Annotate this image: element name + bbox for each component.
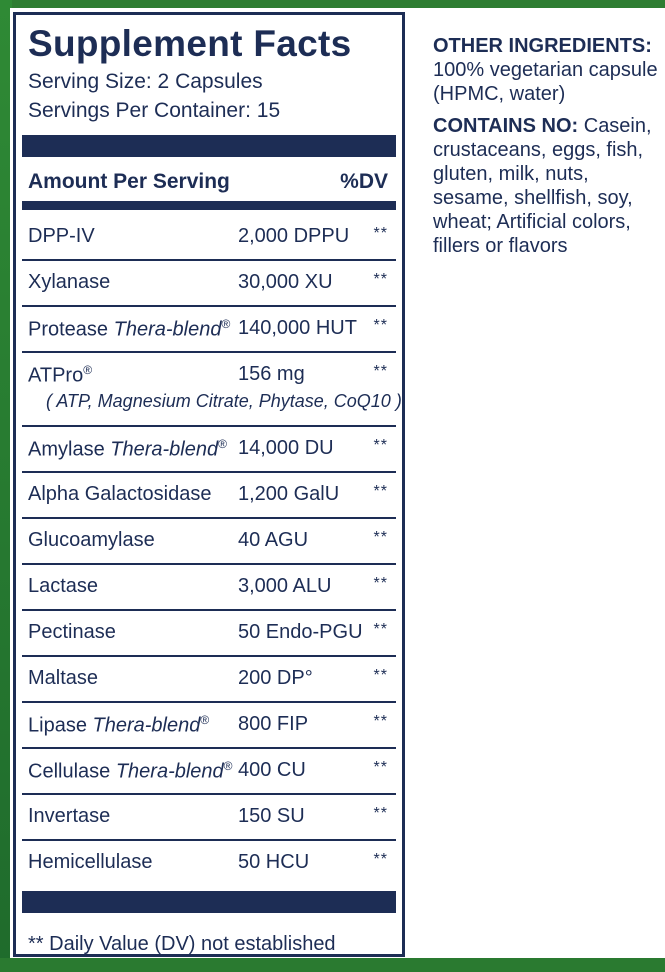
ingredient-dv: **: [373, 437, 388, 454]
ingredient-dv: **: [373, 621, 388, 638]
ingredient-name: [28, 759, 233, 784]
ingredient-amount: 150 SU: [238, 805, 305, 827]
ingredient-name-text: DPP-IV: [28, 225, 95, 247]
ingredient-name: [28, 317, 230, 342]
ingredient-name-text: Protease: [28, 318, 114, 341]
ingredient-row: [16, 519, 402, 565]
ingredient-name: [28, 529, 155, 552]
ingredient-row: [16, 703, 402, 749]
header-percent-dv: %DV: [340, 170, 388, 193]
ingredient-name-text: Cellulase: [28, 760, 116, 783]
ingredient-name: [28, 851, 153, 874]
ingredient-row: [16, 215, 402, 261]
ingredient-dv: **: [373, 713, 388, 730]
ingredient-dv: **: [373, 667, 388, 684]
thick-divider-top: [22, 135, 396, 157]
ingredient-name: [28, 713, 209, 738]
ingredient-name: [28, 271, 110, 294]
registered-mark: ®: [218, 437, 227, 451]
ingredient-dv: **: [373, 483, 388, 500]
ingredients-info: [433, 34, 658, 266]
ingredient-amount: 800 FIP: [238, 713, 309, 735]
ingredient-dv: **: [373, 529, 388, 546]
ingredient-amount: 2,000 DPPU: [238, 225, 350, 247]
ingredient-row: [16, 657, 402, 703]
ingredient-row: [16, 841, 402, 887]
ingredient-dv: **: [373, 851, 388, 868]
ingredient-amount: 14,000 DU: [238, 437, 334, 459]
ingredient-row: [16, 307, 402, 353]
ingredient-dv: **: [373, 363, 388, 380]
ingredient-dv: **: [373, 225, 388, 242]
ingredient-name-text: Hemicellulase: [28, 851, 153, 873]
other-ingredients: [433, 34, 658, 106]
ingredient-name-text: Glucoamylase: [28, 529, 155, 551]
panel-title: Supplement Facts: [28, 23, 352, 64]
registered-mark: ®: [200, 713, 210, 727]
ingredient-name-text: Lactase: [28, 575, 99, 597]
thera-blend-text: Thera-blend: [113, 318, 222, 341]
ingredient-row: [16, 611, 402, 657]
ingredient-name-text: Pectinase: [28, 621, 116, 643]
servings-per-container: Servings Per Container: 15: [28, 99, 281, 122]
other-ingredients-label: OTHER INGREDIENTS:: [433, 35, 652, 57]
ingredient-name-text: Amylase: [28, 438, 111, 461]
ingredient-row: [16, 353, 402, 427]
ingredient-amount: 140,000 HUT: [238, 317, 357, 339]
ingredient-row: [16, 473, 402, 519]
ingredient-amount: 200 DP°: [238, 667, 313, 689]
ingredient-name: [28, 575, 98, 598]
ingredient-amount: 156 mg: [238, 363, 305, 385]
contains-no: [433, 114, 658, 258]
thera-blend-text: Thera-blend: [92, 714, 201, 737]
ingredient-name: [28, 667, 98, 690]
thera-blend-text: Thera-blend: [115, 760, 224, 783]
ingredient-row: [16, 749, 402, 795]
ingredient-dv: **: [373, 759, 388, 776]
registered-mark: ®: [83, 363, 93, 377]
header-divider: [22, 201, 396, 210]
serving-size: Serving Size: 2 Capsules: [28, 70, 263, 93]
ingredient-amount: 30,000 XU: [238, 271, 333, 293]
header-amount-per-serving: Amount Per Serving: [28, 170, 230, 193]
ingredient-name: [28, 363, 92, 388]
ingredient-amount: 50 HCU: [238, 851, 310, 873]
ingredient-name-text: Alpha Galactosidase: [28, 483, 212, 505]
registered-mark: ®: [223, 759, 233, 773]
thera-blend-text: Thera-blend: [110, 438, 219, 461]
ingredient-dv: **: [373, 805, 388, 822]
ingredient-name-text: Xylanase: [28, 271, 111, 293]
registered-mark: ®: [221, 317, 231, 331]
contains-no-label: CONTAINS NO:: [433, 115, 579, 137]
ingredient-amount: 400 CU: [238, 759, 306, 781]
ingredient-amount: 1,200 GalU: [238, 483, 340, 505]
ingredient-row: [16, 795, 402, 841]
ingredient-subtext: ( ATP, Magnesium Citrate, Phytase, CoQ10 ): [46, 391, 402, 411]
supplement-facts-panel: [13, 12, 405, 957]
other-ingredients-text: 100% vegetarian capsule (HPMC, water): [433, 59, 658, 105]
ingredient-row: [16, 261, 402, 307]
ingredient-name: [28, 225, 95, 248]
ingredient-dv: **: [373, 317, 388, 334]
ingredient-table: [16, 215, 402, 887]
ingredient-row: [16, 427, 402, 473]
dv-footnote: ** Daily Value (DV) not established: [28, 933, 336, 955]
ingredient-name: [28, 437, 227, 462]
ingredient-name-text: ATPro: [28, 364, 84, 387]
ingredient-amount: 50 Endo-PGU: [238, 621, 363, 643]
ingredient-row: [16, 565, 402, 611]
ingredient-name: [28, 483, 211, 506]
ingredient-amount: 40 AGU: [238, 529, 309, 551]
ingredient-dv: **: [373, 271, 388, 288]
ingredient-amount: 3,000 ALU: [238, 575, 332, 597]
ingredient-name: [28, 805, 110, 828]
ingredient-name: [28, 621, 116, 644]
ingredient-name-text: Lipase: [28, 714, 93, 737]
contains-no-text: Casein, crustaceans, eggs, fish, gluten, milk, nuts, sesame, shellfish, soy, wheat; Artificial colors, fillers or flavors: [433, 115, 652, 257]
ingredient-name-text: Invertase: [28, 805, 111, 827]
green-border-bottom: [0, 958, 665, 972]
ingredient-dv: **: [373, 575, 388, 592]
ingredient-name-text: Maltase: [28, 667, 99, 689]
thick-divider-bottom: [22, 891, 396, 913]
